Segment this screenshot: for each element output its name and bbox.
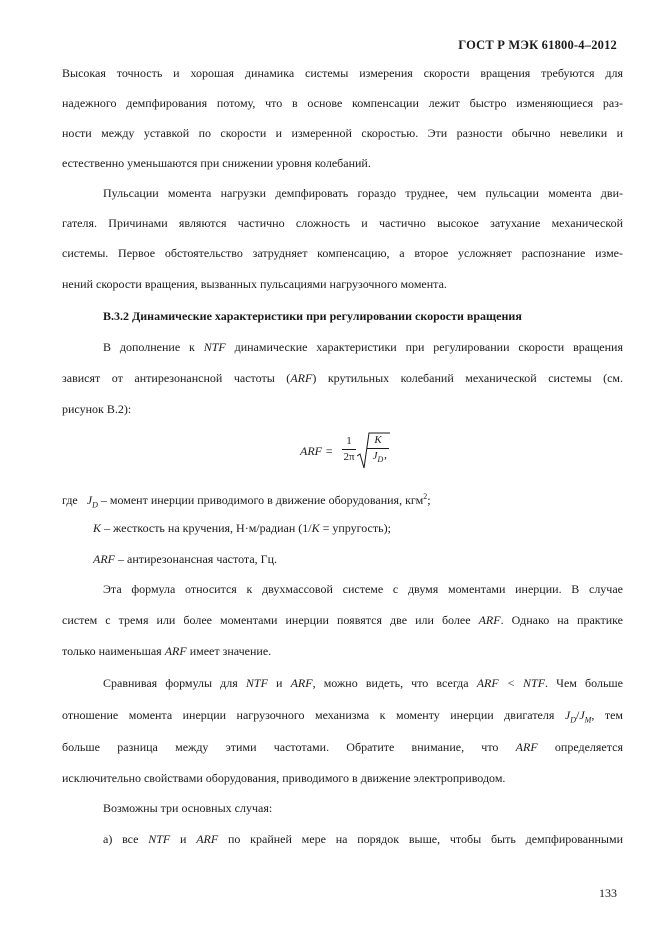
- document-header: ГОСТ Р МЭК 61800-4–2012: [458, 38, 617, 52]
- paragraph-3-line-3: рисунок В.2):: [62, 402, 132, 416]
- paragraph-2-line-1: Пульсации момента нагрузки демпфировать гораздо труднее, чем пульсации момента дви-: [103, 186, 623, 200]
- paragraph-1-line-1: Высокая точность и хорошая динамика системы измерения скорости вращения требуются для: [62, 66, 623, 80]
- paragraph-4-line-2: систем с тремя или более моментами инерции появятся две или более ARF. Однако на практике: [62, 613, 623, 627]
- page-number: 133: [599, 886, 617, 900]
- paragraph-5-line-1: Сравнивая формулы для NTF и ARF, можно видеть, что всегда ARF < NTF. Чем больше: [103, 676, 623, 690]
- arf-formula: ARF = 1 2π K $J_D$ ,: [300, 432, 420, 474]
- paragraph-1-line-4: естественно уменьшаются при снижении уровня колебаний.: [62, 156, 371, 170]
- paragraph-5-line-4: исключительно свойствами оборудования, приводимого в движение электроприводом.: [62, 771, 506, 785]
- paragraph-5-line-3: больше разница между этими частотами. Обратите внимание, что ARF определяется: [62, 740, 623, 754]
- formula-lhs: ARF =: [300, 444, 334, 458]
- paragraph-3-line-1: В дополнение к NTF динамические характеристики при регулировании скорости вращения: [103, 340, 623, 354]
- paragraph-5-line-2: отношение момента инерции нагрузочного механизма к моменту инерции двигателя $J_D/J_M$, тем: [62, 708, 623, 725]
- paragraph-4-line-3: только наименьшая ARF имеет значение.: [62, 644, 272, 658]
- paragraph-2-line-2: гателя. Причинами являются частично сложность и частично высокое затухание механической: [62, 216, 623, 230]
- paragraph-3-line-2: зависят от антирезонансной частоты (ARF) крутильных колебаний механической системы (см.: [62, 371, 623, 385]
- definition-k: K – жесткость на кручения, Н·м/радиан (1/K = упругость);: [93, 521, 391, 535]
- paragraph-2-line-3: системы. Первое обстоятельство затрудняет компенсацию, а второе усложняет распознание изме-: [62, 246, 623, 260]
- paragraph-2-line-4: нений скорости вращения, вызванных пульсациями нагрузочного момента.: [62, 277, 447, 291]
- paragraph-4-line-1: Эта формула относится к двухмассовой системе с двумя моментами инерции. В случае: [103, 582, 623, 596]
- list-item-a: а) все NTF и ARF по крайней мере на порядок выше, чтобы быть демпфированными: [103, 832, 623, 846]
- paragraph-1-line-2: надежного демпфирования потому, что в основе компенсации лежит быстро изменяющиеся раз-: [62, 96, 623, 110]
- definition-jd: где $J_D$ – момент инерции приводимого в движение оборудования, кгм$^2$;: [62, 492, 431, 510]
- paragraph-1-line-3: ности между уставкой по скорости и измеренной скоростью. Эти разности обычно невелики и: [62, 126, 623, 140]
- paragraph-6: Возможны три основных случая:: [103, 801, 273, 815]
- formula-fraction: 1 2π: [343, 435, 355, 463]
- section-heading: В.3.2 Динамические характеристики при регулировании скорости вращения: [103, 309, 522, 323]
- definition-arf: ARF – антирезонансная частота, Гц.: [93, 552, 278, 566]
